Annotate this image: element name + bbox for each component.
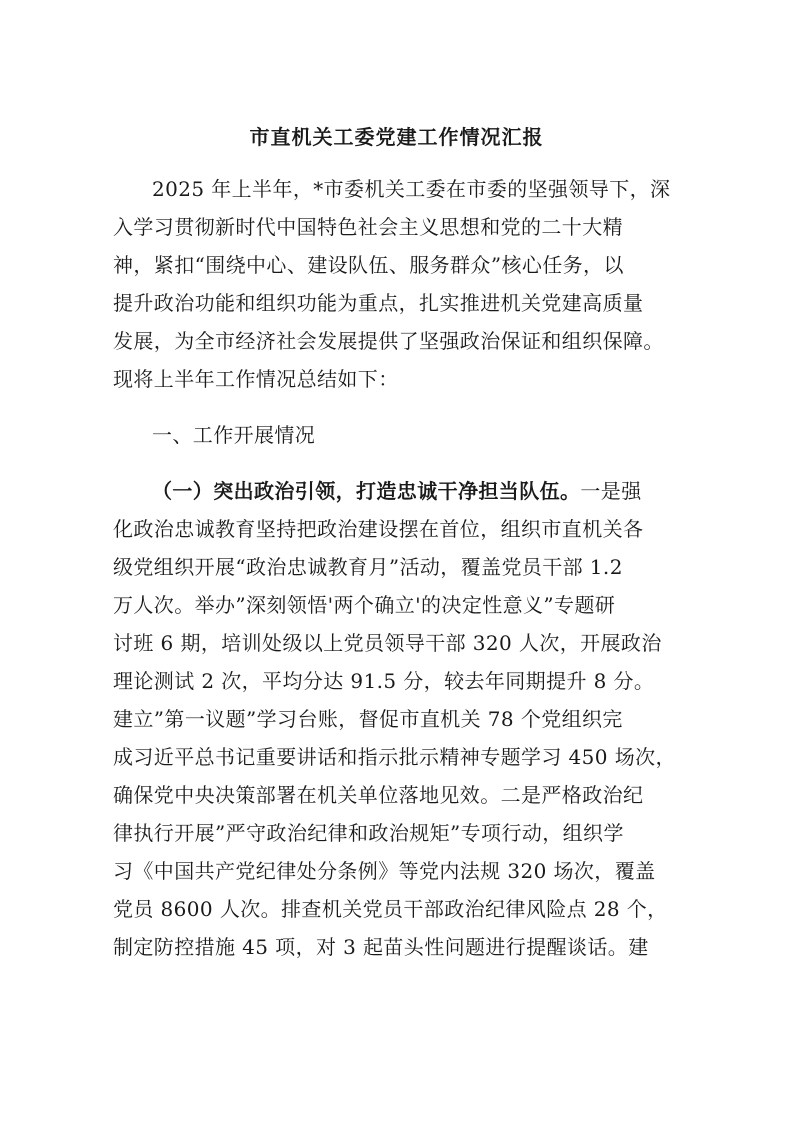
paragraph-line: 级党组织开展“政治忠诚教育月”活动，覆盖党员干部 1.2 <box>113 555 623 579</box>
subsection-heading: （一）突出政治引领，打造忠诚干净担当队伍。 <box>152 479 581 503</box>
paragraph-line: 化政治忠诚教育坚持把政治建设摆在首位，组织市直机关各 <box>113 517 644 541</box>
document-title: 市直机关工委党建工作情况汇报 <box>249 125 544 149</box>
paragraph-line: 2025 年上半年，*市委机关工委在市委的坚强领导下，深 <box>152 177 671 201</box>
paragraph-line: 现将上半年工作情况总结如下： <box>113 367 399 391</box>
paragraph-line: 确保党中央决策部署在机关单位落地见效。二是严格政治纪 <box>113 783 644 807</box>
paragraph-line: 入学习贯彻新时代中国特色社会主义思想和党的二十大精 <box>113 215 623 239</box>
paragraph-line: 讨班 6 期，培训处级以上党员领导干部 320 人次，开展政治 <box>113 631 662 655</box>
paragraph-line: 神，紧扣“围绕中心、建设队伍、服务群众”核心任务，以 <box>113 253 624 277</box>
paragraph-line: 建立”第一议题”学习台账，督促市直机关 78 个党组织完 <box>113 707 623 731</box>
subsection-first-line <box>152 476 642 506</box>
section-heading: 一、工作开展情况 <box>152 423 316 447</box>
paragraph-line: 成习近平总书记重要讲话和指示批示精神专题学习 450 场次， <box>113 745 676 769</box>
paragraph-line: 发展，为全市经济社会发展提供了坚强政治保证和组织保障。 <box>113 329 664 353</box>
paragraph-line: 制定防控措施 45 项，对 3 起苗头性问题进行提醒谈话。建 <box>113 935 649 959</box>
paragraph-line: 律执行开展”严守政治纪律和政治规矩”专项行动，组织学 <box>113 821 624 845</box>
paragraph-line: 习《中国共产党纪律处分条例》等党内法规 320 场次，覆盖 <box>113 859 656 883</box>
paragraph-line: 提升政治功能和组织功能为重点，扎实推进机关党建高质量 <box>113 291 644 315</box>
paragraph-text: 一是强 <box>580 479 642 503</box>
paragraph-line: 党员 8600 人次。排查机关党员干部政治纪律风险点 28 个， <box>113 897 668 921</box>
paragraph-line: 万人次。举办”深刻领悟'两个确立'的决定性意义”专题研 <box>113 593 616 617</box>
paragraph-line: 理论测试 2 次，平均分达 91.5 分，较去年同期提升 8 分。 <box>113 669 655 693</box>
